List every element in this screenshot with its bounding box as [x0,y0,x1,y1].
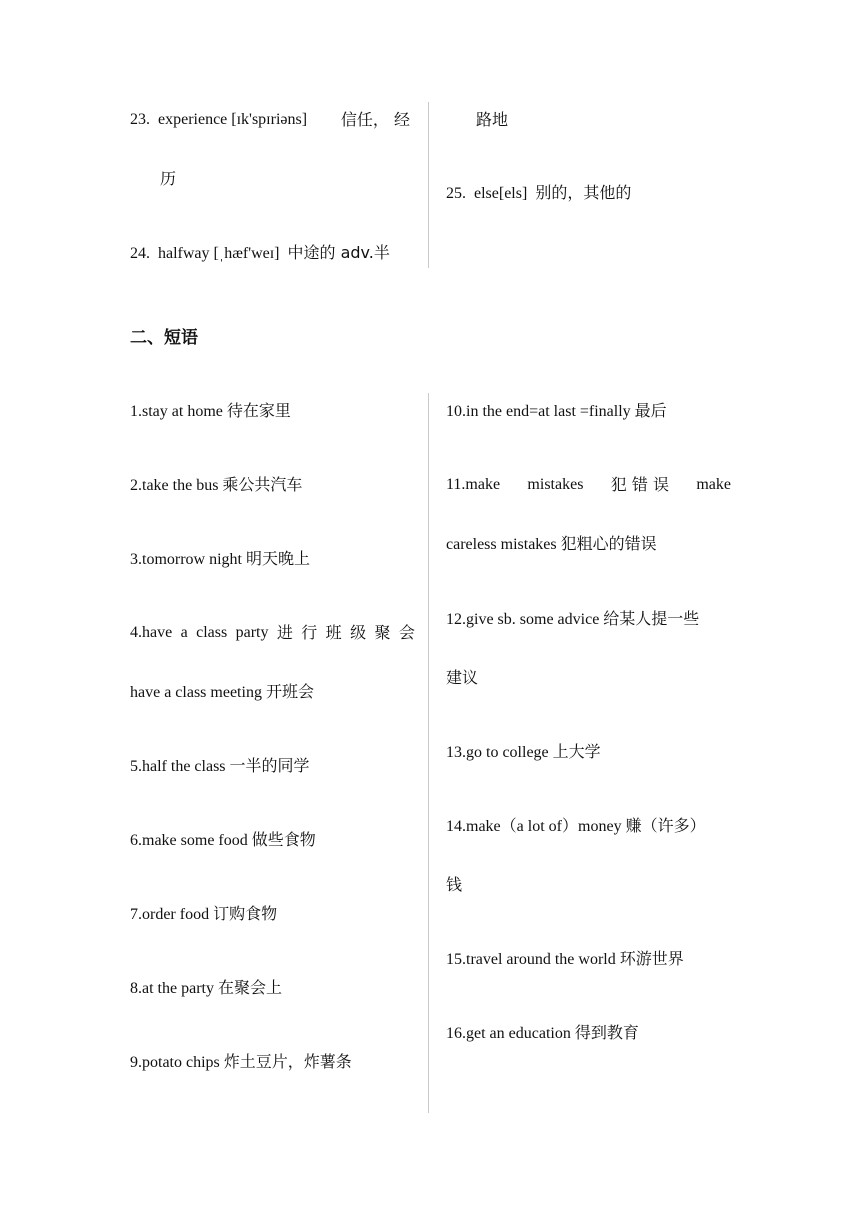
phrase-10 [446,401,667,422]
phrase-en: 2.take the bus [130,477,219,494]
phrase-cn-char: 进 [276,623,293,642]
phrase-11-continued [446,534,657,555]
phrase-11 [446,475,731,495]
phrase-12-continued: 建议 [446,668,479,687]
phrase-16 [446,1023,639,1044]
phrase-cn: 待在家里 [226,401,291,420]
phrase-en: mistakes [527,476,584,493]
vocab-item-23 [130,110,410,130]
phrase-en: 7.order food [130,906,210,923]
column-divider-bottom [428,393,429,1113]
column-divider-top [428,102,429,268]
phrase-14-continued: 钱 [446,875,463,894]
phrase-cn: 订购食物 [213,904,278,923]
phrase-en: 3.tomorrow night [130,551,242,568]
phrase-2 [130,475,302,496]
phrase-15 [446,949,684,970]
phrase-7 [130,904,277,925]
vocab-number: 25. [446,185,466,202]
phrase-en: 15.travel around the world [446,951,616,968]
phrase-cn: 在聚会上 [217,978,282,997]
phrase-cn: 赚（许多） [625,816,706,835]
phrase-cn-char: 聚 [374,623,391,642]
phrase-cn: 环游世界 [619,949,684,968]
phrase-en: 8.at the party [130,980,214,997]
phrase-en: careless mistakes [446,536,557,553]
phrase-12 [446,609,699,630]
phrase-cn: ） [562,816,579,835]
phrase-en: 13.go to college [446,744,549,761]
phrase-en: 9.potato chips [130,1054,220,1071]
phrase-en: 14.make [446,818,501,835]
phrase-cn: 做些食物 [251,830,316,849]
vocab-item-24-continued: 路地 [476,110,509,129]
phrase-1 [130,401,291,422]
phrase-cn: 乘公共汽车 [222,475,303,494]
phrase-en: 6.make some food [130,832,248,849]
phrase-cn-char: 会 [398,623,415,642]
phrase-5 [130,756,310,777]
section-heading: 二、短语 [130,328,198,348]
phrase-9 [130,1052,352,1073]
vocab-word: halfway [ˌhæf'weɪ] [158,245,280,262]
phrase-13 [446,742,601,763]
phrase-en-word: a [180,624,188,641]
phrase-en: 12.give sb. some advice [446,611,600,628]
phrase-en: 5.half the class [130,758,226,775]
vocab-item-23-continued: 历 [160,169,177,188]
phrase-cn: 犯粗心的错误 [560,534,657,553]
phrase-cn: 上大学 [552,742,601,761]
phrase-4 [130,623,415,643]
phrase-4-continued [130,682,314,703]
phrase-en-word: party [235,624,269,641]
phrase-en: money [578,818,622,835]
phrase-cn: （ [500,816,517,835]
vocab-word: else[els] [474,185,528,202]
vocab-item-24 [130,243,390,264]
phrase-cn: 一半的同学 [229,756,310,775]
phrase-14 [446,816,706,837]
phrase-cn-char: 班 [325,623,342,642]
phrase-en: make [696,476,731,493]
phrase-cn: 犯 错 误 [610,475,669,494]
phrase-en: 11.make [446,476,501,493]
vocab-meaning: 中途的 adv.半 [287,243,390,262]
phrase-3 [130,549,310,570]
phrase-en-word: class [196,624,228,641]
phrase-cn-char: 级 [350,623,367,642]
phrase-cn: 最后 [634,401,667,420]
phrase-cn-char: 行 [301,623,318,642]
phrase-cn: 得到教育 [574,1023,639,1042]
phrase-cn: 给某人提一些 [603,609,700,628]
phrase-en: 1.stay at home [130,403,223,420]
vocab-meaning: 别的，其他的 [535,183,632,202]
phrase-en: 16.get an education [446,1025,571,1042]
phrase-6 [130,830,316,851]
vocab-item-25 [446,183,631,204]
vocab-number: 23. [130,111,150,128]
vocab-number: 24. [130,245,150,262]
vocab-meaning: 信任， 经 [340,110,410,129]
phrase-en: 10.in the end=at last =finally [446,403,631,420]
phrase-en-word: 4.have [130,624,173,641]
phrase-en: have a class meeting [130,684,262,701]
vocab-word: experience [ɪk'spɪriəns] [158,111,308,128]
phrase-cn: 明天晚上 [246,549,311,568]
phrase-8 [130,978,282,999]
phrase-en: a lot of [516,818,562,835]
phrase-cn: 炸土豆片，炸薯条 [223,1052,352,1071]
phrase-cn: 开班会 [265,682,314,701]
